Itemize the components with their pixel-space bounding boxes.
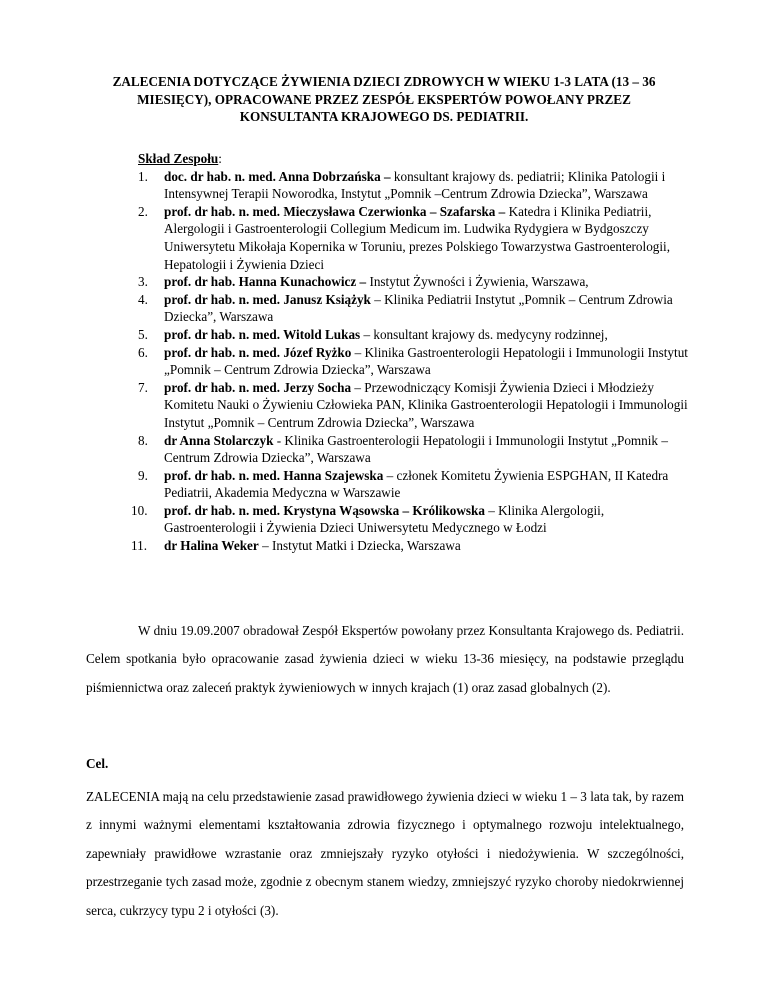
member-affiliation: - Klinika Gastroenterologii Hepatologii i Immunologii Instytut „Pomnik – Centrum Zdrowia Dziecka”, Warszawa [164, 432, 668, 466]
team-member [138, 273, 698, 291]
team-section [131, 150, 698, 555]
team-heading [138, 150, 698, 168]
member-name: prof. dr hab. n. med. Witold Lukas [164, 326, 361, 342]
member-affiliation: konsultant krajowy ds. pediatrii; Klinika Patologii i Intensywnej Terapii Noworodka, Instytut „Pomnik –Centrum Zdrowia Dziecka”, Warszawa [164, 168, 666, 202]
member-name: prof. dr hab. n. med. Józef Ryżko [164, 344, 352, 360]
team-member [138, 432, 698, 467]
team-member [138, 168, 698, 203]
member-number: 6. [138, 344, 148, 360]
member-number: 9. [138, 467, 148, 483]
team-member [138, 344, 698, 379]
member-number: 11. [131, 538, 147, 554]
team-member [138, 203, 698, 273]
team-member [138, 467, 698, 502]
member-number: 2. [138, 203, 148, 219]
member-name: prof. dr hab. n. med. Janusz Książyk [164, 291, 371, 307]
member-number: 4. [138, 291, 148, 307]
team-member [138, 379, 698, 432]
member-affiliation: – Klinika Pediatrii Instytut „Pomnik – Centrum Zdrowia Dziecka”, Warszawa [164, 291, 673, 325]
member-number: 1. [138, 168, 148, 184]
member-name: dr Halina Weker [164, 538, 259, 554]
member-affiliation: – członek Komitetu Żywienia ESPGHAN, II Katedra Pediatrii, Akademia Medyczna w Warszawie [164, 467, 669, 501]
member-name: dr Anna Stolarczyk [164, 432, 274, 448]
member-name: doc. dr hab. n. med. Anna Dobrzańska – [164, 168, 391, 184]
member-affiliation: – konsultant krajowy ds. medycyny rodzinnej, [360, 326, 608, 342]
member-number: 8. [138, 432, 148, 448]
member-name: prof. dr hab. n. med. Krystyna Wąsowska – Królikowska [164, 502, 485, 518]
member-affiliation: – Instytut Matki i Dziecka, Warszawa [258, 538, 461, 554]
member-number: 5. [138, 326, 148, 342]
intro-paragraph: W dniu 19.09.2007 obradował Zespół Ekspertów powołany przez Konsultanta Krajowego ds. Pediatrii. Celem spotkania było opracowanie zasad żywienia dzieci w wieku 13-36 miesięcy, na podstawie przeglądu piśmiennictwa oraz zaleceń praktyk żywieniowych w innych krajach (1) oraz zasad globalnych (2). [86, 623, 684, 695]
member-affiliation: – Przewodniczący Komisji Żywienia Dzieci i Młodzieży Komitetu Nauki o Żywieniu Człowieka PAN, Klinika Gastroenterologii Hepatologii i Immunologii Instytut „Pomnik – Centrum Zdrowia Dziecka”, Warszawa [164, 379, 688, 430]
goal-paragraph: ZALECENIA mają na celu przedstawienie zasad prawidłowego żywienia dzieci w wieku 1 – 3 lata tak, by razem z innymi ważnymi elementami kształtowania zdrowia fizycznego i optymalnego rozwoju intelektualnego, zapewniały prawidłowe wzrastanie oraz zmniejszały ryzyko otyłości i niedożywienia. W szczególności, przestrzeganie tych zasad może, zgodnie z obecnym stanem wiedzy, zmniejszyć ryzyko choroby niedokrwiennej serca, cukrzycy typu 2 i otyłości (3). [86, 789, 684, 918]
team-members-list [131, 168, 698, 555]
team-member [131, 502, 698, 537]
member-name: prof. dr hab. n. med. Jerzy Socha [164, 379, 352, 395]
goal-heading: Cel. [86, 756, 109, 771]
member-number: 3. [138, 274, 148, 290]
document-title: ZALECENIA DOTYCZĄCE ŻYWIENIA DZIECI ZDROWYCH W WIEKU 1-3 LATA (13 – 36 MIESIĘCY), OPRACOWANE PRZEZ ZESPÓŁ EKSPERTÓW POWOŁANY PRZEZ KONSULTANTA KRAJOWEGO DS. PEDIATRII. [112, 74, 656, 124]
member-name: prof. dr hab. n. med. Mieczysława Czerwionka – Szafarska – [164, 203, 506, 219]
member-affiliation: – Klinika Alergologii, Gastroenterologii i Żywienia Dzieci Uniwersytetu Medycznego w Łodzi [164, 502, 605, 536]
team-heading-label: Skład Zespołu [138, 151, 219, 166]
member-number: 7. [138, 379, 148, 395]
member-affiliation: Katedra i Klinika Pediatrii, Alergologii i Gastroenterologii Collegium Medicum im. Ludwika Rydygiera w Bydgoszczy Uniwersytetu Mikołaja Kopernika w Toruniu, prezes Polskiego Towarzystwa Gastroenterologii, Hepatologii i Żywienia Dzieci [164, 203, 671, 272]
member-affiliation: – Klinika Gastroenterologii Hepatologii i Immunologii Instytut „Pomnik – Centrum Zdrowia Dziecka”, Warszawa [164, 344, 688, 378]
team-member [138, 291, 698, 326]
member-affiliation: Instytut Żywności i Żywienia, Warszawa, [366, 274, 589, 290]
member-number: 10. [131, 502, 148, 518]
member-name: prof. dr hab. Hanna Kunachowicz – [164, 274, 367, 290]
team-member [138, 326, 698, 344]
team-heading-colon: : [218, 151, 222, 166]
member-name: prof. dr hab. n. med. Hanna Szajewska [164, 467, 384, 483]
team-member [131, 537, 698, 555]
